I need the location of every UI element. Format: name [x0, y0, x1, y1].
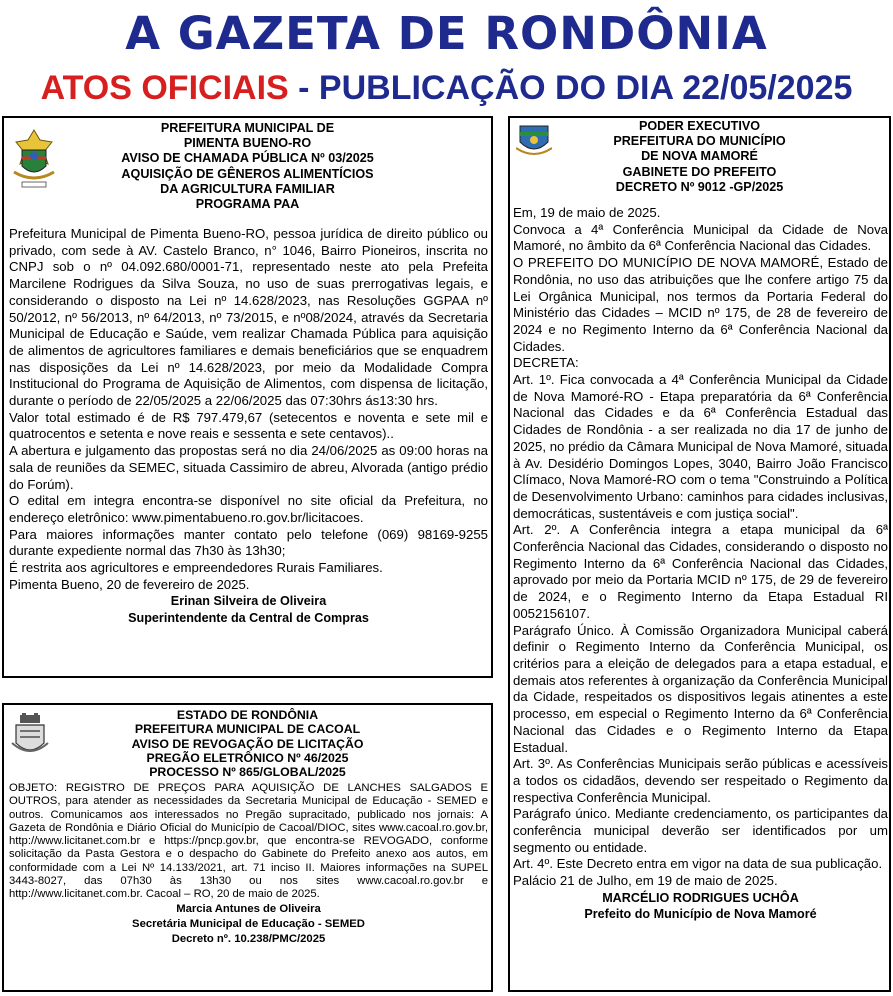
notice3-header	[510, 119, 889, 195]
body-paragraph: Palácio 21 de Julho, em 19 de maio de 2025.	[513, 873, 778, 889]
header-line: DA AGRICULTURA FAMILIAR	[160, 181, 335, 196]
header-line: PROCESSO Nº 865/GLOBAL/2025	[149, 765, 346, 780]
publication-subtitle	[0, 66, 893, 110]
body-paragraph: É restrita aos agricultores e empreendedores Rurais Familiares.	[9, 560, 383, 576]
notice-title: AVISO DE REVOGAÇÃO DE LICITAÇÃO	[131, 736, 364, 751]
body-paragraph: Art. 1º. Fica convocada a 4ª Conferência Municipal da Cidade de Nova Mamoré-RO - Etapa preparatória da 6ª Conferência Nacional das Cidades e da 6ª Conferência Estadual das Cidades de Rondônia - a ser realizada no dia 17 de junho de 2025, no prédio da Câmara Municipal de Nova Mamoré, situada à Av. Desidério Domingos Lopes, 3040, Bairro João Francisco Clímaco, Nova Mamoré-RO com o tema "Construindo a Política de Desenvolvimento Urbano: caminhos para cidades inclusivas, democráticas, sustentáveis e com justiça social".	[513, 372, 888, 521]
header-line: PREFEITURA DO MUNICÍPIO	[613, 134, 786, 149]
body-paragraph: Parágrafo Único. À Comissão Organizadora Municipal caberá definir o Regimento Interno da Conferência Municipal, os critérios para a eleição de delegados para a etapa estadual, e demais atos referentes à organização da Conferência Municipal da Cidade, respeitados os dispositivos legais atinentes a este processo, em especial o Regimento Interno da 6ª Conferência Nacional das Cidades e o Regimento Interno da Etapa Estadual.	[513, 622, 888, 755]
notice-nova-mamore	[508, 116, 891, 992]
subtitle-publication-date: - PUBLICAÇÃO DO DIA 22/05/2025	[298, 69, 853, 107]
notice1-body	[9, 226, 488, 626]
body-paragraph: Para maiores informações manter contato pelo telefone (069) 98169-9255 durante expediente normal das 7h30 às 13h30;	[9, 526, 488, 559]
signer-title: Prefeito do Município de Nova Mamoré	[584, 907, 817, 922]
notice-title: AVISO DE CHAMADA PÚBLICA Nº 03/2025	[121, 151, 374, 166]
notice3-body	[513, 205, 888, 923]
signer-decree: Decreto nº. 10.238/PMC/2025	[171, 932, 326, 945]
body-paragraph: O PREFEITO DO MUNICÍPIO DE NOVA MAMORÉ, Estado de Rondônia, no uso das atribuições que lhe confere artigo 75 da Lei Orgânica Municipal, nos termos da Portaria Federal do Ministério das Cidades – MCID nº 175, de 28 de fevereiro de 2024 e no Regimento Interno da 6ª Conferência Nacional da Cidades.	[513, 255, 888, 354]
header-line: DE NOVA MAMORÉ	[641, 149, 758, 164]
header-line: AQUISIÇÃO DE GÊNEROS ALIMENTÍCIOS	[121, 166, 374, 181]
header-line: PODER EXECUTIVO	[638, 119, 761, 133]
body-paragraph: Pimenta Bueno, 20 de fevereiro de 2025.	[9, 576, 250, 592]
notice-pimenta-bueno	[2, 116, 493, 678]
body-paragraph: Parágrafo único. Mediante credenciamento, os participantes da conferência municipal deverão ser identificados por um segmento ou entidade.	[513, 806, 888, 855]
body-paragraph: Prefeitura Municipal de Pimenta Bueno-RO, pessoa jurídica de direito público ou privado, com sede à AV. Castelo Branco, n° 1046, Bairro Pioneiros, inscrita no CNPJ sob o nº 04.092.680/0001-71, representado neste ato pela Prefeita Marcilene Rodrigues da Silva Souza, no uso de suas prerrogativas legais, e considerando o disposto na Lei nº 14.628/2023, nas Resoluções GGPAA nº 50/2012, nº 56/2013, nº 64/2013, nº 73/2015, e nº08/2024, através da Secretaria Municipal de Educação e Saúde, vem realizar Chamada Pública para aquisição de alimentos de agricultores familiares e demais beneficiários que se enquadrem nas disposições da Lei nº 14.628/2023, por meio da Modalidade Compra Institucional do Programa de Aquisição de Alimentos, com dispensa de licitação, durante o período de 22/05/2025 a 22/06/2025 das 07:30hrs ás13:30 hrs.	[9, 226, 488, 409]
notice2-body	[9, 782, 488, 947]
body-paragraph: OBJETO: REGISTRO DE PREÇOS PARA AQUISIÇÃO DE LANCHES SALGADOS E OUTROS, para atender as necessidades da Secretaria Municipal de Educação - SEMED e outros. Comunicamos aos interessados no Pregão supracitado, publicado nos jornais: A Gazeta de Rondônia e Diário Oficial do Município de Cacoal/DIOC, sites www.cacoal.ro.gov.br, http://www.licitanet.com.br e https://pncp.gov.br, que encontra-se REVOGADO, conforme solicitação da Pasta Gestora e o despacho do Gabinete do Prefeito anexo aos autos, em conformidade com a Lei Nº 14.133/2021, art. 71 inciso II. Maiores informações na SUPEL 3443-8027, das 07h30 às 13h30 ou nos sites www.cacoal.ro.gov.br e http://www.licitanet.com.br. Cacoal – RO, 20 de maio de 2025.	[9, 782, 488, 901]
notice2-header	[4, 708, 491, 779]
body-paragraph: Art. 4º. Este Decreto entra em vigor na data de sua publicação.	[513, 856, 883, 872]
signer-name: Marcia Antunes de Oliveira	[176, 902, 321, 915]
notice-cacoal	[2, 703, 493, 992]
signer-name: MARCÉLIO RODRIGUES UCHÔA	[602, 890, 799, 905]
body-paragraph: Art. 2º. A Conferência integra a etapa municipal da 6ª Conferência Nacional das Cidades, considerando o disposto no Regimento Interno da 6ª Conferência Nacional das Cidades, aprovado por meio da Portaria MCID nº 175, de 29 de fevereiro de 2024, e o Regimento Interno da Etapa Estadual RI 0052156107.	[513, 522, 888, 621]
header-line: ESTADO DE RONDÔNIA	[176, 708, 319, 722]
signature-block	[513, 890, 888, 923]
body-paragraph: Em, 19 de maio de 2025.	[513, 205, 661, 220]
body-paragraph: Convoca a 4ª Conferência Municipal da Cidade de Nova Mamoré, no âmbito da 6ª Conferência Nacional das Cidades.	[513, 221, 888, 254]
signature-block	[9, 593, 488, 626]
notice1-header	[4, 121, 491, 212]
signer-title: Superintendente da Central de Compras	[128, 610, 369, 625]
newspaper-title: A GAZETA DE RONDÔNIA	[125, 7, 768, 60]
notice-title: DECRETO Nº 9012 -GP/2025	[615, 179, 784, 194]
body-paragraph: A abertura e julgamento das propostas será no dia 24/06/2025 as 09:00 horas na sala de reuniões da SEMEC, situada Cassimiro de abreu, Alvorada (antigo prédio do Forúm).	[9, 443, 488, 492]
header-line: PREGÃO ELETRÔNICO Nº 46/2025	[146, 750, 349, 765]
header-line: PROGRAMA PAA	[195, 197, 300, 212]
body-paragraph: Valor total estimado é de R$ 797.479,67 (setecentos e noventa e sete mil e quatrocentos e setenta e nove reais e sessenta e sete centavos)..	[9, 409, 488, 442]
header-line: PREFEITURA MUNICIPAL DE	[160, 121, 335, 135]
signer-name: Erinan Silveira de Oliveira	[170, 594, 327, 609]
signature-block	[9, 902, 488, 947]
header-line: GABINETE DO PREFEITO	[622, 164, 777, 179]
body-paragraph: Art. 3º. As Conferências Municipais serão públicas e acessíveis a todos os cidadãos, devendo ser respeitado o Regimento da respectiva Conferência Municipal.	[513, 756, 888, 805]
signer-title: Secretária Municipal de Educação - SEMED	[132, 917, 365, 930]
header-line: PIMENTA BUENO-RO	[183, 136, 312, 151]
body-paragraph: O edital em integra encontra-se disponível no site oficial da Prefeitura, no endereço eletrônico: www.pimentabueno.ro.gov.br/licitacoes.	[9, 493, 488, 525]
header-line: PREFEITURA MUNICIPAL DE CACOAL	[134, 722, 361, 737]
body-paragraph: DECRETA:	[513, 355, 579, 371]
subtitle-official-acts: ATOS OFICIAIS	[40, 69, 289, 107]
